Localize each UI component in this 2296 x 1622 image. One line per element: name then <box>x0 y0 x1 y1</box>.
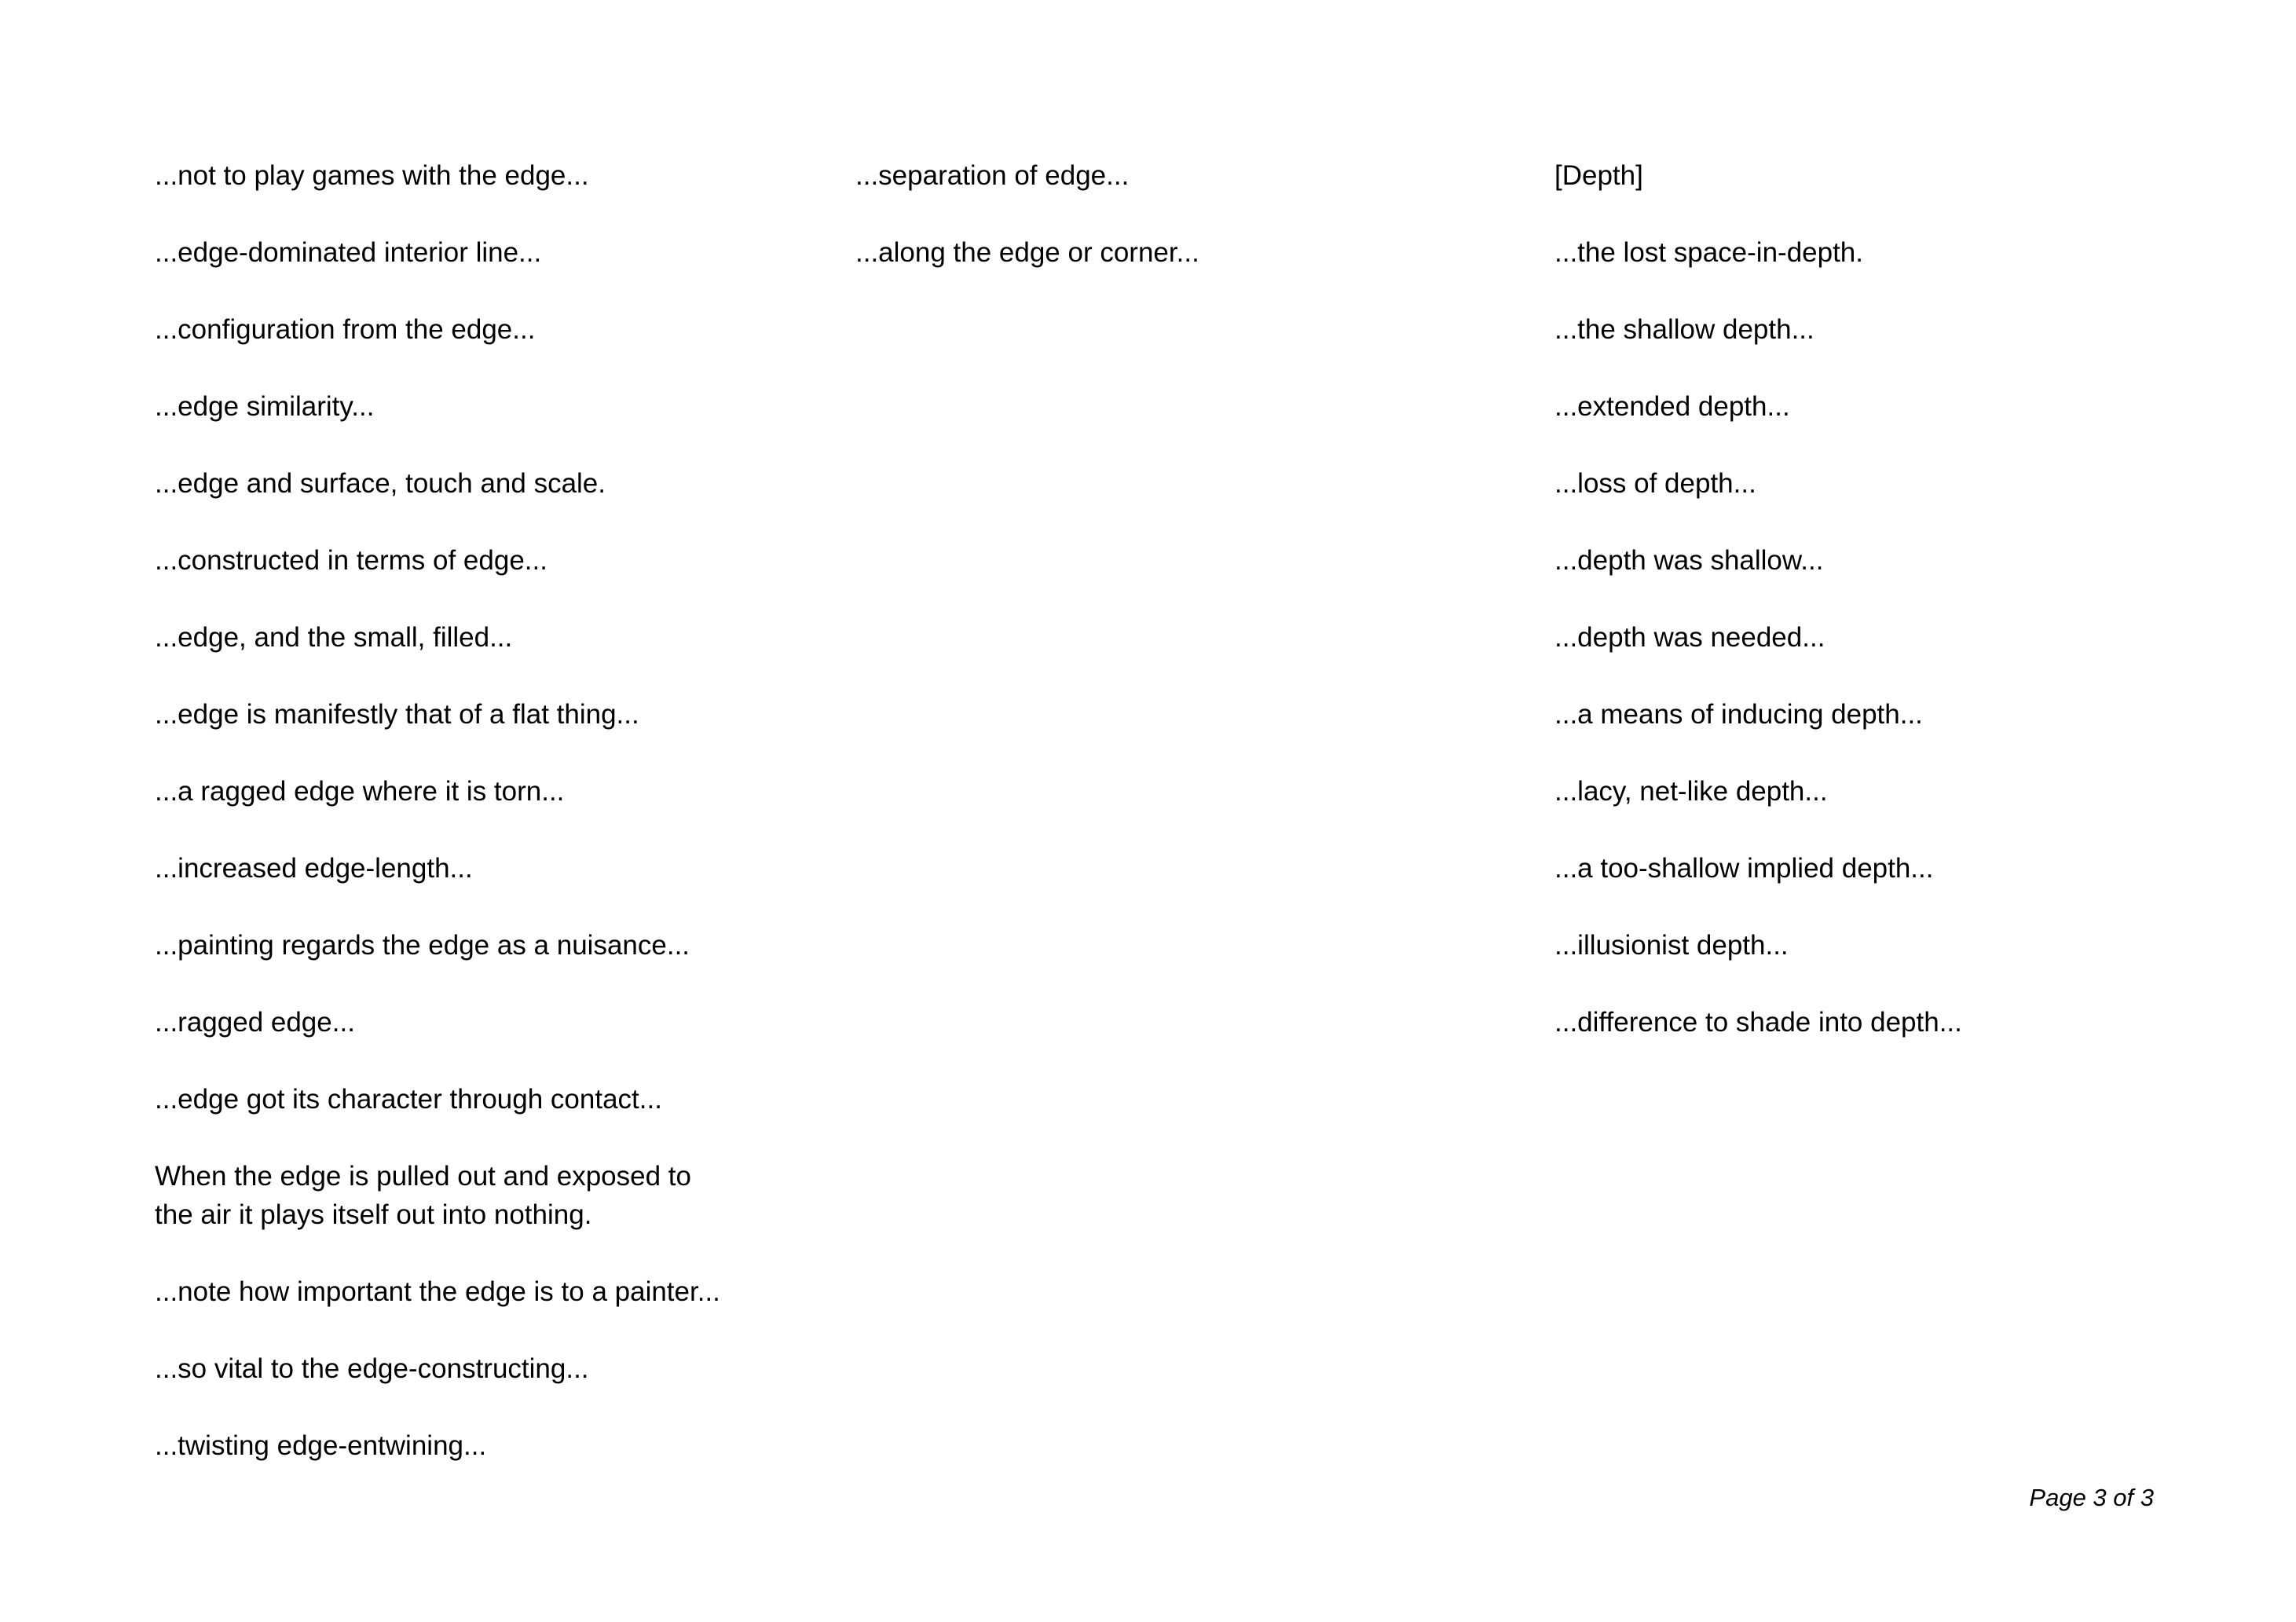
quote-entry: ...loss of depth... <box>1554 468 1756 499</box>
quote-entry: ...difference to shade into depth... <box>1554 1007 1962 1038</box>
quote-entry: ...edge, and the small, filled... <box>155 622 513 653</box>
quote-entry: ...so vital to the edge-constructing... <box>155 1353 589 1384</box>
depth-quotes-column <box>1554 156 2230 1080</box>
quote-entry: ...note how important the edge is to a painter... <box>155 1276 720 1307</box>
quote-entry: ...edge similarity... <box>155 391 375 422</box>
quote-entry: ...lacy, net-like depth... <box>1554 776 1828 807</box>
quote-entry: ...not to play games with the edge... <box>155 160 589 191</box>
quote-entry: ...edge-dominated interior line... <box>155 237 542 268</box>
quote-entry: ...a too-shallow implied depth... <box>1554 853 1934 884</box>
quote-entry: ...twisting edge-entwining... <box>155 1430 487 1461</box>
quote-entry: ...edge got its character through contact... <box>155 1084 662 1115</box>
quote-entry: ...the shallow depth... <box>1554 314 1814 345</box>
quote-entry: ...edge and surface, touch and scale. <box>155 468 606 499</box>
quote-entry: ...increased edge-length... <box>155 853 473 884</box>
quote-entry: When the edge is pulled out and exposed to the air it plays itself out into nothing. <box>155 1161 691 1230</box>
edge-continued-column <box>855 156 1531 310</box>
quote-entry: ...painting regards the edge as a nuisance... <box>155 930 690 961</box>
quote-entry: ...a means of inducing depth... <box>1554 699 1923 730</box>
quote-entry: ...depth was needed... <box>1554 622 1825 653</box>
section-heading-depth: [Depth] <box>1554 160 1643 191</box>
quote-entry: ...illusionist depth... <box>1554 930 1789 961</box>
quote-entry: ...the lost space-in-depth. <box>1554 237 1863 268</box>
quote-entry: ...extended depth... <box>1554 391 1790 422</box>
quote-entry: ...separation of edge... <box>855 160 1130 191</box>
quote-entry: ...depth was shallow... <box>1554 545 1824 576</box>
quote-entry: ...edge is manifestly that of a flat thing... <box>155 699 639 730</box>
quote-entry: ...constructed in terms of edge... <box>155 545 547 576</box>
quote-entry: ...ragged edge... <box>155 1007 355 1038</box>
quote-entry: ...a ragged edge where it is torn... <box>155 776 565 807</box>
quote-entry: ...configuration from the edge... <box>155 314 536 345</box>
quote-entry: ...along the edge or corner... <box>855 237 1199 268</box>
edge-quotes-column <box>155 156 830 1503</box>
page-number: Page 3 of 3 <box>2029 1484 2154 1511</box>
